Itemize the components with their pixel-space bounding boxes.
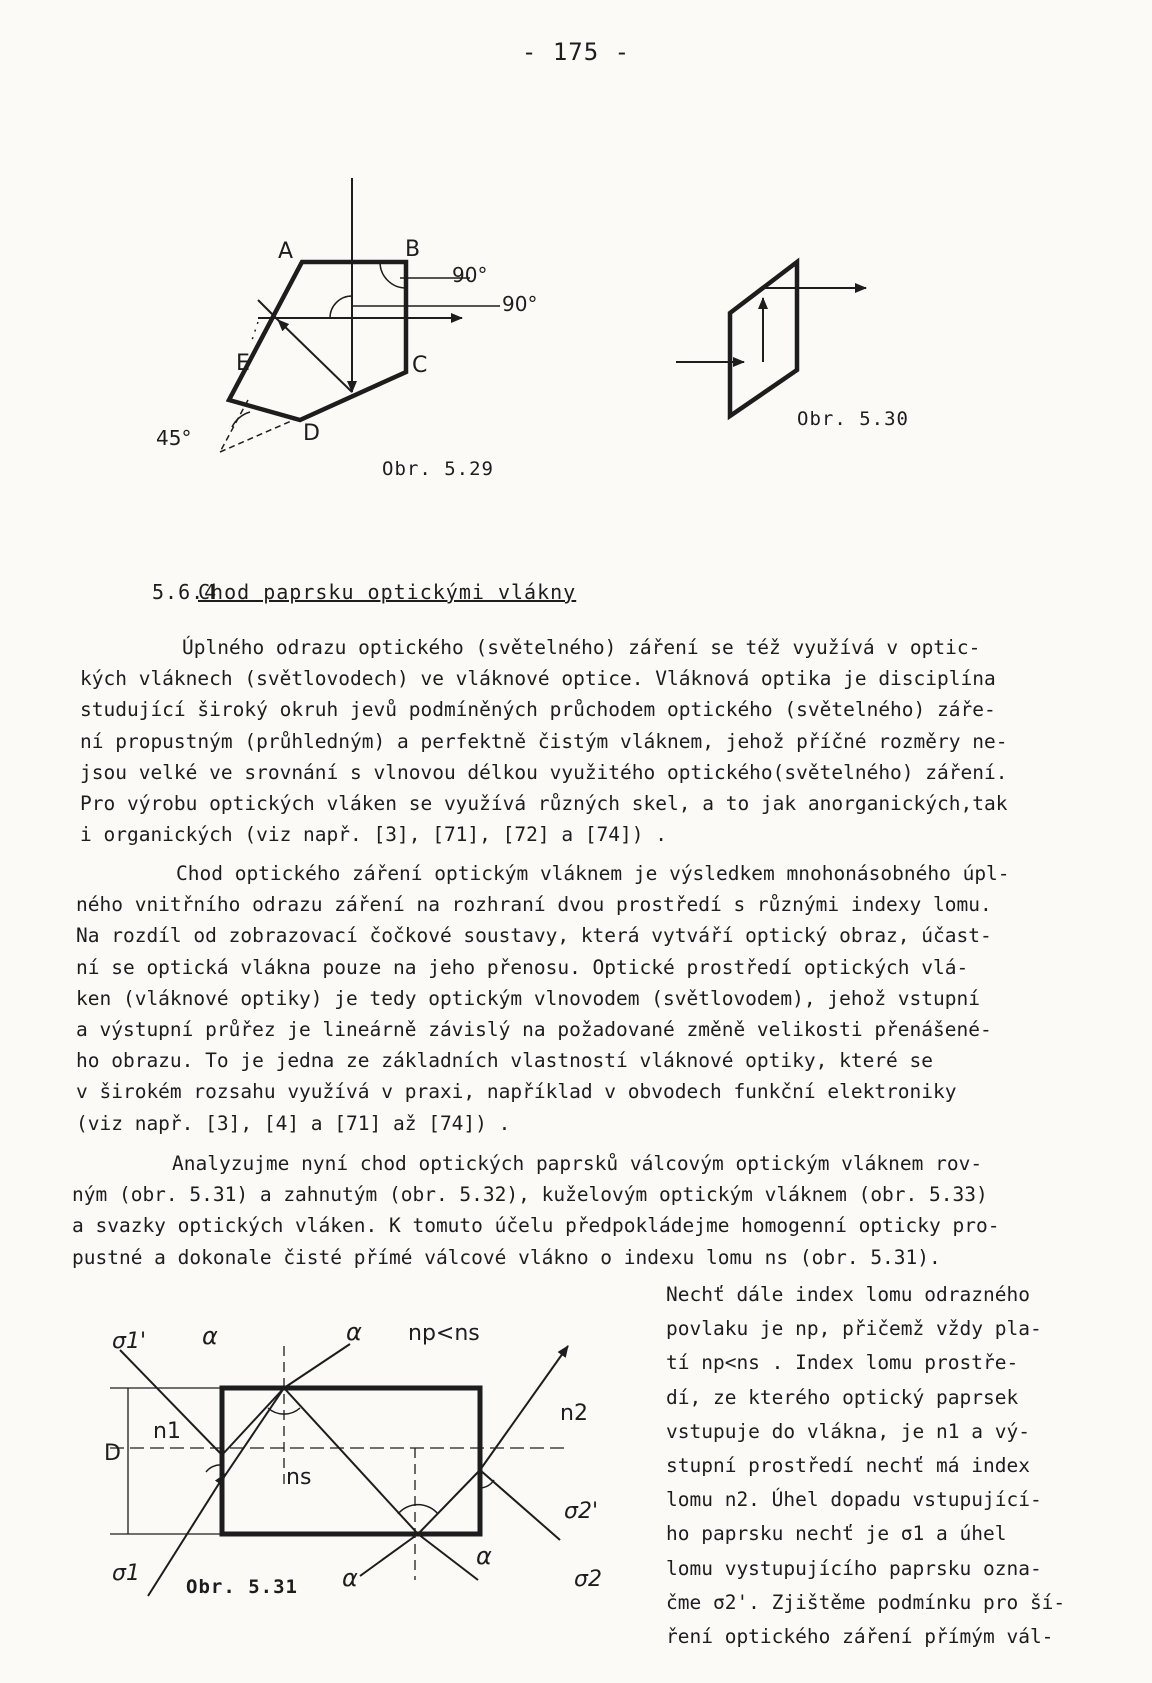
acute-angle-label: 45°	[156, 426, 192, 450]
text-line: stupní prostředí nechť má index	[666, 1454, 1030, 1478]
text-line: lomu vystupujícího paprsku ozna-	[666, 1556, 1042, 1580]
text-line: ní se optická vlákna pouze na jeho přenosu. Optické prostředí optických vlá-	[76, 955, 969, 979]
text-line: Pro výrobu optických vláken se využívá různých skel, a to jak anorganických,tak	[80, 792, 1008, 816]
text-line: pustné a dokonale čisté přímé válcové vlákno o indexu lomu ns (obr. 5.31).	[72, 1245, 941, 1269]
text-line: v širokém rozsahu využívá v praxi, například v obvodech funkční elektroniky	[76, 1080, 957, 1104]
paragraph-3	[72, 1148, 1092, 1273]
alpha-label-bottom-left: α	[342, 1564, 358, 1592]
paragraph-2	[76, 858, 1090, 1139]
text-line: Úplného odrazu optického (světelného) záření se též využívá v optic-	[182, 636, 981, 659]
text-line: dí, ze kterého optický paprsek	[666, 1385, 1019, 1409]
text-line: jsou velké ve srovnání s vlnovou délkou využitého optického(světelného) záření.	[80, 760, 1008, 784]
text-line: a svazky optických vláken. K tomuto účelu předpokládejme homogenní opticky pro-	[72, 1214, 1000, 1238]
text-line: Na rozdíl od zobrazovací čočkové soustavy, která vytváří optický obraz, účast-	[76, 924, 992, 948]
right-angle-label-lower: 90°	[502, 292, 538, 316]
text-line: (viz např. [3], [4] a [71] až [74]) .	[76, 1111, 511, 1135]
text-line: vstupuje do vlákna, je n1 a vý-	[666, 1419, 1030, 1443]
light-ray	[676, 288, 866, 362]
alpha-label-top-right: α	[346, 1318, 362, 1346]
text-line: ní propustným (průhledným) a perfektně čistým vláknem, jehož příčné rozměry ne-	[80, 729, 1008, 753]
n2-label: n2	[560, 1401, 588, 1426]
paragraph-4	[666, 1278, 1096, 1654]
sigma2-label: σ2	[574, 1567, 602, 1592]
sigma1-prime-label: σ1'	[112, 1329, 146, 1354]
text-line: i organických (viz např. [3], [71], [72] a [74]) .	[80, 823, 667, 847]
vertex-b-label: B	[405, 237, 421, 262]
text-line: ho obrazu. To je jedna ze základních vlastností vláknové optiky, které se	[76, 1049, 934, 1073]
text-line: ken (vláknové optiky) je tedy optickým vlnovodem (světlovodem), jehož vstupní	[76, 986, 980, 1010]
paragraph-1	[80, 632, 1090, 850]
text-line: povlaku je np, přičemž vždy pla-	[666, 1317, 1042, 1341]
figure-5-31	[0, 1290, 660, 1683]
page-number: - 175 -	[521, 38, 631, 66]
section-title: Chod paprsku optickými vlákny	[198, 580, 577, 604]
n1-label: n1	[153, 1419, 181, 1444]
figure-5-29-caption: Obr. 5.29	[382, 458, 494, 480]
vertex-c-label: C	[412, 353, 428, 378]
text-line: kých vláknech (světlovodech) ve vláknové optice. Vláknová optika je disciplína	[80, 667, 996, 691]
text-line: tí np<ns . Index lomu prostře-	[666, 1351, 1019, 1375]
text-line: ření optického záření přímým vál-	[666, 1625, 1054, 1649]
figure-5-30	[0, 0, 1152, 520]
text-line: ným (obr. 5.31) a zahnutým (obr. 5.32), kuželovým optickým vláknem (obr. 5.33)	[72, 1183, 988, 1207]
alpha-label-bottom-right: α	[476, 1542, 492, 1570]
text-line: a výstupní průřez je lineárně závislý na požadované změně velikosti přenášené-	[76, 1018, 992, 1042]
sigma2-prime-label: σ2'	[564, 1499, 598, 1524]
section-heading	[152, 580, 576, 604]
section-number: 5.6.4	[152, 580, 218, 604]
np-less-ns-label: np<ns	[408, 1321, 480, 1346]
vertex-e-label: E	[236, 351, 250, 376]
alpha-label-top-left: α	[202, 1322, 218, 1350]
text-line: ho paprsku nechť je σ1 a úhel	[666, 1522, 1007, 1546]
vertex-a-label: A	[278, 239, 294, 264]
construction-lines	[110, 1346, 570, 1580]
figure-5-31-caption: Obr. 5.31	[186, 1576, 298, 1598]
text-line: Nechť dále index lomu odrazného	[666, 1283, 1030, 1306]
text-line: čme σ2'. Zjištěme podmínku pro ší-	[666, 1590, 1066, 1614]
text-line: Chod optického záření optickým vláknem je výsledkem mnohonásobného úpl-	[176, 862, 1010, 885]
text-line: ného vnitřního odrazu záření na rozhraní dvou prostředí s různými indexy lomu.	[76, 893, 992, 917]
text-line: lomu n2. Úhel dopadu vstupující-	[666, 1488, 1042, 1512]
ray-paths	[120, 1344, 568, 1596]
vertex-d-label: D	[303, 421, 320, 446]
figure-5-30-caption: Obr. 5.30	[797, 408, 909, 430]
text-line: studující široký okruh jevů podmíněných průchodem optického (světelného) záře-	[80, 698, 996, 722]
ns-label: ns	[286, 1465, 312, 1490]
d-label: D	[104, 1441, 121, 1466]
right-angle-label-upper: 90°	[452, 263, 488, 287]
text-line: Analyzujme nyní chod optických paprsků válcovým optickým vláknem rov-	[172, 1152, 983, 1175]
sigma1-label: σ1	[112, 1561, 140, 1586]
